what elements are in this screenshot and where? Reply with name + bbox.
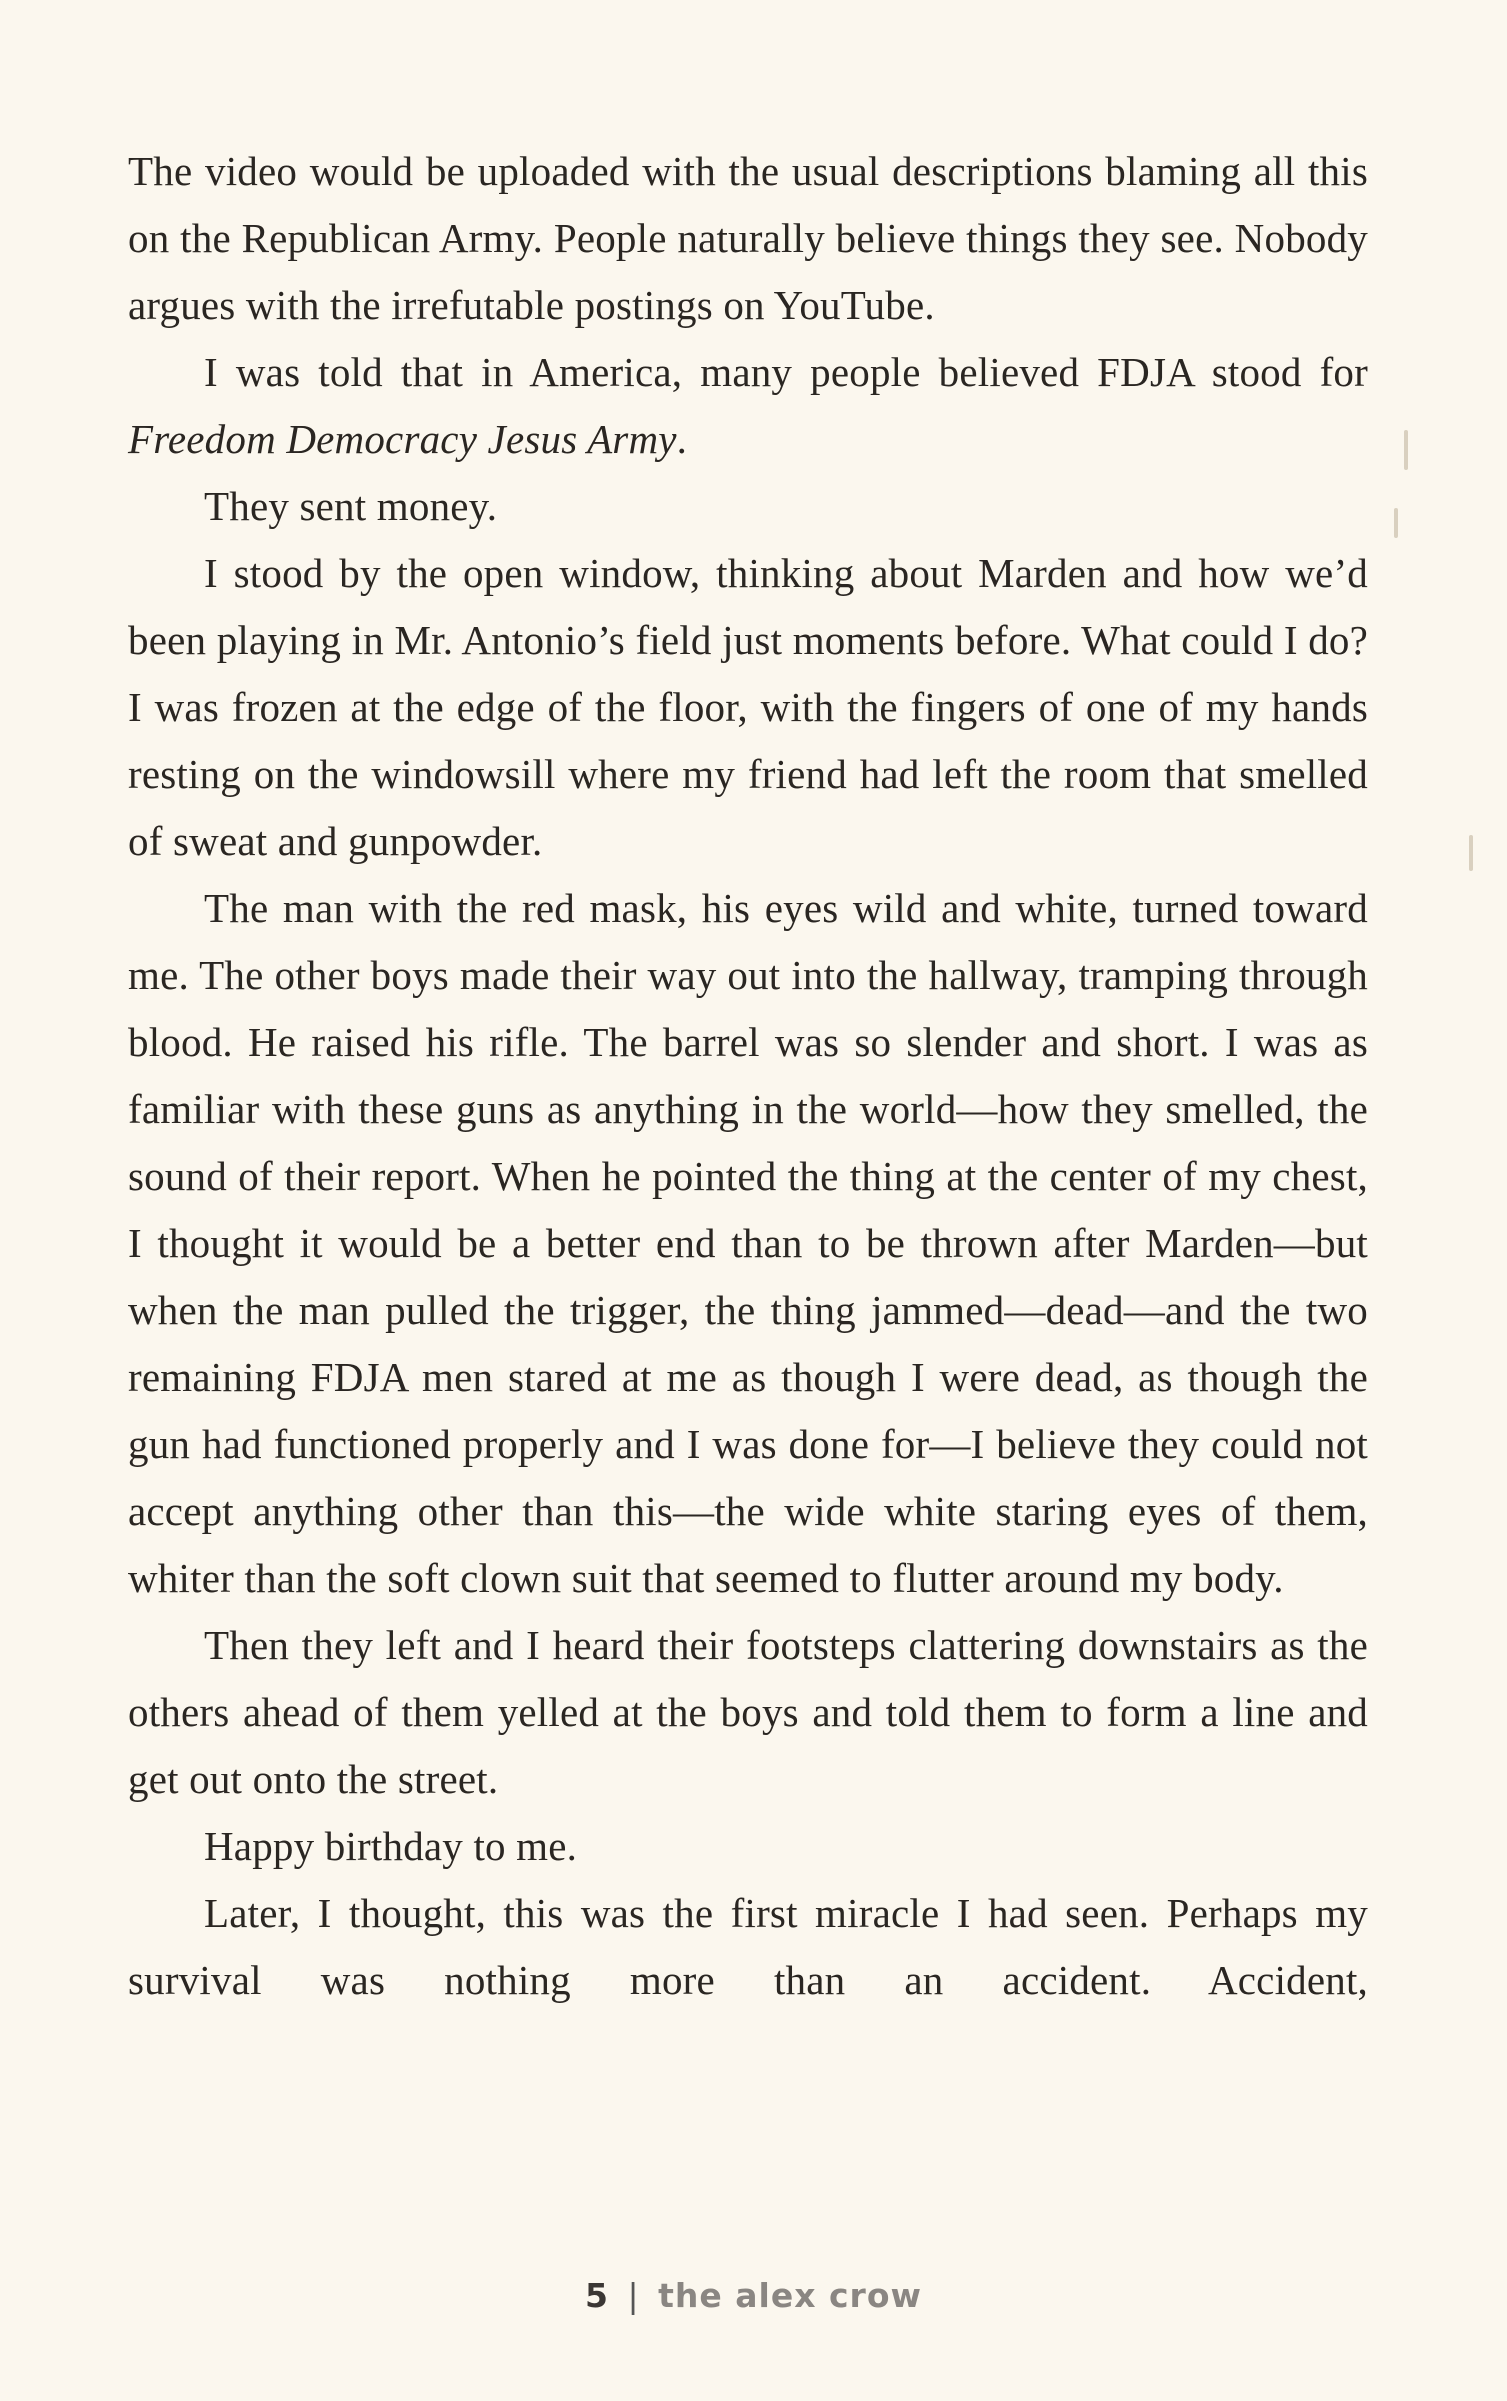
paragraph: The video would be uploaded with the usual descriptions blaming all this on the Republican Army. People naturally believe things they see. Nobody argues with the irrefutable postings on YouTube. <box>128 148 1368 328</box>
paragraph: Later, I thought, this was the first miracle I had seen. Perhaps my survival was nothing more than an accident. Accident, <box>128 1890 1368 2003</box>
paragraph-text: . <box>676 416 688 462</box>
page-speck <box>1469 835 1473 871</box>
page-footer <box>0 2276 1507 2315</box>
running-title: the alex crow <box>658 2276 922 2315</box>
italic-phrase: Freedom Democracy Jesus Army <box>128 416 677 462</box>
paragraph <box>128 339 1368 473</box>
paragraph: Then they left and I heard their footsteps clattering downstairs as the others ahead of them yelled at the boys and told them to form a line and get out onto the street. <box>128 1622 1368 1802</box>
body-text <box>128 138 1368 2014</box>
page-speck <box>1394 508 1398 538</box>
paragraph: I stood by the open window, thinking about Marden and how we’d been playing in Mr. Antonio’s field just moments before. What could I do? I was frozen at the edge of the floor, with the fingers of one of my hands resting on the windowsill where my friend had left the room that smelled of sweat and gunpowder. <box>128 550 1368 864</box>
paragraph: Happy birthday to me. <box>204 1823 578 1869</box>
paragraph: The man with the red mask, his eyes wild and white, turned toward me. The other boys made their way out into the hallway, tramping through blood. He raised his rifle. The barrel was so slender and short. I was as familiar with these guns as anything in the world—how they smelled, the sound of their report. When he pointed the thing at the center of my chest, I thought it would be a better end than to be thrown after Marden—but when the man pulled the trigger, the thing jammed—dead—and the two remaining FDJA men stared at me as though I were dead, as though the gun had functioned properly and I was done for—I believe they could not accept anything other than this—the wide white staring eyes of them, whiter than the soft clown suit that seemed to flutter around my body. <box>128 885 1368 1601</box>
page-number: 5 <box>585 2276 609 2315</box>
paragraph: They sent money. <box>204 483 498 529</box>
page-speck <box>1404 430 1408 470</box>
paragraph-text: I was told that in America, many people believed FDJA stood for <box>204 349 1368 395</box>
footer-separator: | <box>627 2276 640 2315</box>
